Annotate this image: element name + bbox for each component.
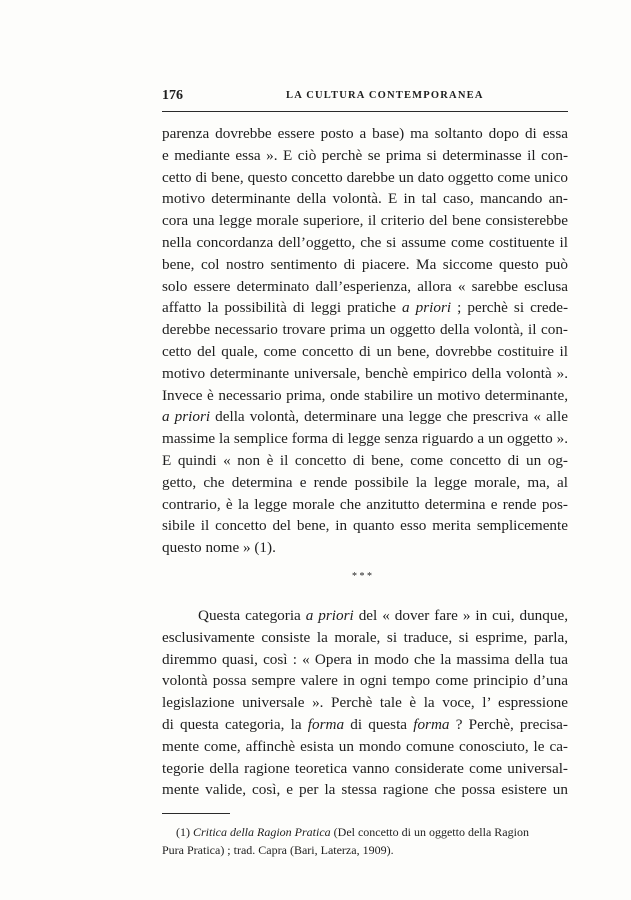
text-line: esclusivamente consiste la morale, si traduce, si esprime, parla, (162, 628, 568, 646)
text-line: di questa categoria, la forma di questa forma ? Perchè, precisa- (162, 716, 568, 733)
asterism-glyphs: * * * (352, 571, 372, 582)
text-line: bene, col nostro sentimento di piacere. Ma siccome questo può (162, 255, 568, 273)
italic-phrase: a priori (162, 408, 211, 426)
footnote-rule (162, 813, 230, 814)
text-line: cora una legge morale superiore, il criterio del bene consisterebbe (162, 212, 568, 230)
text-line: diremmo quasi, così : « Opera in modo che la massima della tua (162, 650, 568, 668)
text-line: motivo determinante della volontà. E in tal caso, mancando an- (162, 190, 568, 208)
text-line: cetto di bene, questo concetto darebbe un dato oggetto come unico (162, 168, 568, 186)
section-asterism (350, 573, 374, 593)
text-line: cetto del quale, come concetto di un bene, dovrebbe costituire il (162, 343, 568, 360)
text-line: contrario, è la legge morale che anzitutto determina e rende pos- (162, 495, 568, 513)
text-line: mente valide, così, e per la stessa ragione che possa esistere un (162, 781, 568, 799)
text-line: questo nome » (1). (162, 539, 276, 557)
text-line: e mediante essa ». E ciò perchè se prima si determinasse il con- (162, 146, 568, 164)
page-number: 176 (162, 88, 183, 103)
text-line: nella concordanza dell’oggetto, che si assume come costituente il (162, 234, 568, 251)
header-rule (162, 111, 568, 112)
text-line: E quindi « non è il concetto di bene, come concetto di un og- (162, 452, 568, 469)
text-line: Invece è necessario prima, onde stabilire un motivo determinante, (162, 386, 568, 404)
italic-phrase: a priori (305, 607, 354, 624)
page-header (162, 88, 568, 104)
text-line: volontà possa sempre valere in ogni tempo come principio d’una (162, 672, 568, 690)
text-line: derebbe necessario trovare prima un oggetto della volontà, il con- (162, 321, 568, 339)
text-line: tegorie della ragione teoretica vanno considerate come universal- (162, 759, 568, 777)
text-line: getto, che determina e rende possibile la legge morale, ma, al (162, 473, 568, 491)
text-line: motivo determinante universale, benchè empirico della volontà ». (162, 364, 568, 382)
text-line: affatto la possibilità di leggi pratiche a priori ; perchè si crede- (162, 299, 568, 317)
text-line: legislazione universale ». Perchè tale è la voce, l’ espressione (162, 694, 568, 712)
text-line: Questa categoria a priori del « dover fare » in cui, dunque, (198, 607, 568, 624)
text-line: mente come, affinchè esista un mondo comune conosciuto, le ca- (162, 737, 568, 755)
footnote-line: Pura Pratica) ; trad. Capra (Bari, Laterza, 1909). (162, 843, 394, 858)
text-line: sibile il concetto del bene, in quanto esso merita semplicemente (162, 517, 568, 535)
text-line: parenza dovrebbe essere posto a base) ma soltanto dopo di essa (162, 125, 568, 142)
italic-phrase: forma (413, 716, 450, 733)
text-line: a priori della volontà, determinare una legge che prescriva « alle (162, 408, 568, 426)
text-line: massime la semplice forma di legge senza riguardo a un oggetto ». (162, 430, 568, 448)
italic-phrase: forma (307, 716, 345, 733)
italic-phrase: a priori (402, 299, 452, 317)
italic-phrase: Critica della Ragion Pratica (193, 825, 331, 840)
footnote-line: (1) Critica della Ragion Pratica (Del concetto di un oggetto della Ragion (176, 825, 529, 840)
text-line: solo essere determinato dall’esperienza, allora « sarebbe esclusa (162, 277, 568, 295)
running-head: LA CULTURA CONTEMPORANEA (286, 90, 484, 101)
